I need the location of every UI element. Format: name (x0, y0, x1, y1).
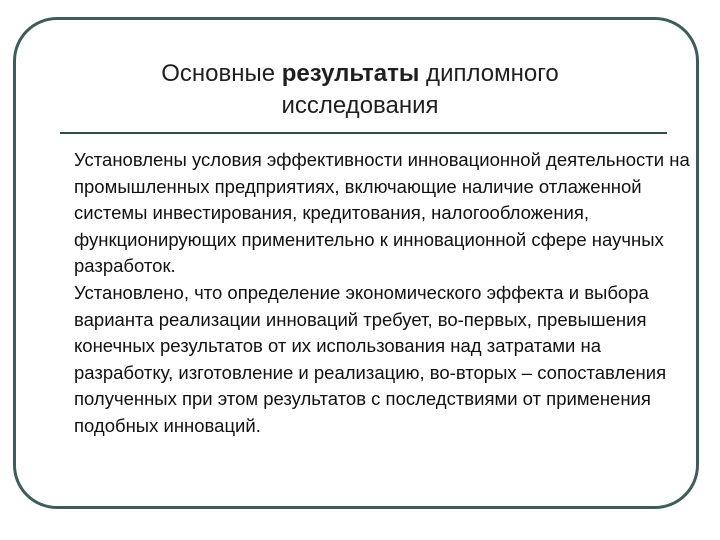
title-divider (60, 132, 667, 134)
slide-title (60, 58, 660, 122)
title-part-1: Основные (161, 60, 282, 87)
paragraph-economic-effect: Установлено, что определение экономического эффекта и выбора варианта реализации инноваций требует, во-первых, превышения конечных результатов от их использования над затратами на разработку, изготовление и реализацию, во-вторых – сопоставления полученных при этом результатов с последствиями от применения подобных инноваций. (74, 281, 667, 436)
title-bold-word: результаты (281, 60, 420, 87)
slide-body (74, 147, 694, 440)
title-part-3: дипломного (419, 60, 559, 87)
paragraph-conditions: Установлены условия эффективности инновационной деятельности на промышленных предприятиях, включающие наличие отлаженной системы инвестирования, кредитования, налогообложения, функционирующих применительно к инновационной сфере научных разработок. (74, 149, 690, 277)
title-line-2: исследования (281, 92, 439, 119)
